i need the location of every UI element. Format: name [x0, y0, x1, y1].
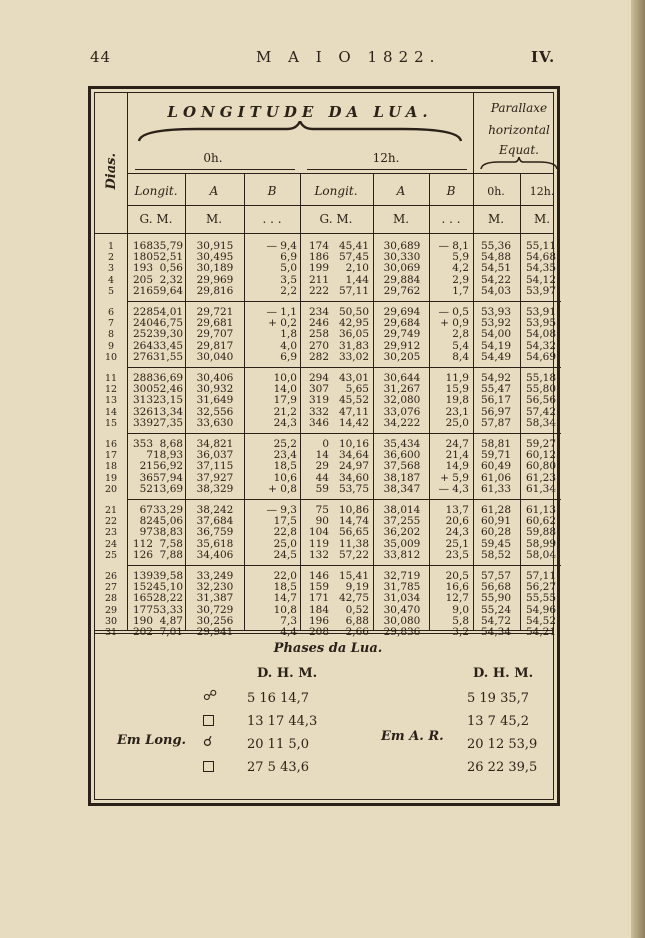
column-p12: 53,91 53,95 54,08 54,32 54,69 — [525, 306, 557, 363]
column-g12: 174 186 199 211 222 — [308, 240, 329, 297]
column-g12: 75 90 104 119 132 — [308, 504, 329, 561]
hour-12-label: 12h. — [372, 151, 400, 165]
column-m0: 54,01 46,75 39,30 33,45 31,55 — [153, 306, 184, 363]
longitude-title: LONGITUDE DA LUA. — [167, 103, 433, 121]
phase-long-3: 20 11 5,0 — [247, 737, 310, 752]
column-b12: 13,7 20,6 24,3 25,1 23,5 — [445, 504, 469, 561]
column-a0: 29,721 29,681 29,707 29,817 30,040 — [196, 306, 234, 363]
column-g0: 139 152 165 177 190 202 — [132, 570, 153, 639]
column-a12: 32,719 31,785 31,034 30,470 30,080 29,836 — [383, 570, 421, 639]
column-b12: 24,7 21,4 14,9 + 5,9 — 4,3 — [438, 438, 469, 495]
column-g12: 294 307 319 332 346 — [308, 372, 329, 429]
ephemeris-table — [88, 86, 560, 806]
longitude-brace — [137, 121, 463, 145]
parallax-0-header: 0h. — [487, 185, 505, 198]
phase-ar-3: 20 12 53,9 — [467, 737, 538, 752]
column-b12: 11,9 15,9 19,8 23,1 25,0 — [445, 372, 469, 429]
column-g0: 288 300 313 326 339 — [132, 372, 153, 429]
column-b12: — 0,5 + 0,9 2,8 5,4 8,4 — [438, 306, 469, 363]
last-quarter-icon — [203, 761, 214, 772]
longit-0-header: Longit. — [134, 184, 178, 198]
column-g12: 0 14 29 44 59 — [315, 438, 329, 495]
phase-long-2: 13 17 44,3 — [247, 714, 318, 729]
column-g0: 228 240 252 264 276 — [132, 306, 153, 363]
hour-0-label: 0h. — [203, 151, 223, 165]
column-d: 21 22 23 24 25 — [104, 505, 118, 561]
phase-ar-2: 13 7 45,2 — [467, 714, 530, 729]
column-p0: 58,81 59,71 60,49 61,06 61,33 — [480, 438, 512, 495]
m-0-unit: M. — [205, 212, 223, 226]
m-p0-unit: M. — [487, 212, 505, 226]
column-m0: 8,68 18,93 56,92 57,94 13,69 — [153, 438, 184, 495]
column-m0: 35,79 52,51 0,56 2,32 59,64 — [153, 240, 184, 297]
column-a0: 38,242 37,684 36,759 35,618 34,406 — [196, 504, 234, 561]
phases-ar-header: D. H. M. — [473, 666, 534, 681]
column-p12: 61,13 60,62 59,88 58,99 58,04 — [525, 504, 557, 561]
table-body — [95, 240, 561, 639]
signature-mark: IV. — [531, 48, 556, 66]
days-label: Dias. — [104, 153, 119, 190]
phases-long-header: D. H. M. — [257, 666, 318, 681]
column-p0: 55,36 54,88 54,51 54,22 54,03 — [480, 240, 512, 297]
column-b0: 22,0 18,5 14,7 10,8 7,3 4,4 — [273, 570, 297, 639]
phases-title: Phases da Lua. — [273, 641, 383, 656]
column-b0: — 9,3 17,5 22,8 25,0 24,5 — [266, 504, 297, 561]
parallax-title-2: horizontal — [488, 123, 550, 137]
group-rule — [127, 367, 561, 368]
phase-ar-4: 26 22 39,5 — [467, 760, 538, 775]
b-0-header: B — [267, 184, 277, 198]
column-b12: — 8,1 5,9 4,2 2,9 1,7 — [438, 240, 469, 297]
column-d: 6 7 8 9 10 — [104, 307, 118, 363]
column-b0: 25,2 23,4 18,5 10,6 + 0,8 — [268, 438, 297, 495]
a-0-header: A — [209, 184, 219, 198]
column-a0: 30,406 30,932 31,649 32,556 33,630 — [196, 372, 234, 429]
group-rule — [127, 499, 561, 500]
column-g12: 146 159 171 184 196 208 — [308, 570, 329, 639]
column-p0: 61,28 60,91 60,28 59,45 58,52 — [480, 504, 512, 561]
column-d: 1 2 3 4 5 — [107, 241, 115, 297]
b-12-header: B — [446, 184, 456, 198]
group-rule — [127, 301, 561, 302]
column-m12: 45,41 57,45 2,10 1,44 57,11 — [338, 240, 369, 297]
dots-12-unit: . . . — [441, 212, 461, 226]
column-p0: 53,93 53,92 54,00 54,19 54,49 — [480, 306, 512, 363]
em-long-label: Em Long. — [117, 733, 187, 748]
m-p12-unit: M. — [533, 212, 551, 226]
em-ar-label: Em A. R. — [381, 729, 444, 744]
column-p12: 55,18 55,80 56,56 57,42 58,34 — [525, 372, 557, 429]
column-a0: 33,249 32,230 31,387 30,729 30,256 29,941 — [196, 570, 234, 639]
column-g0: 353 7 21 36 52 — [132, 438, 153, 495]
column-b0: — 9,4 6,9 5,0 3,5 2,2 — [266, 240, 297, 297]
parallax-brace — [479, 157, 559, 171]
a-12-header: A — [396, 184, 406, 198]
group-rule — [127, 565, 561, 566]
column-a12: 29,694 29,684 29,749 29,912 30,205 — [383, 306, 421, 363]
column-d: 26 27 28 29 30 31 — [104, 571, 118, 639]
column-d: 16 17 18 19 20 — [104, 439, 118, 495]
column-d: 11 12 13 14 15 — [104, 373, 118, 429]
column-b0: 10,0 14,0 17,9 21,2 24,3 — [273, 372, 297, 429]
column-g0: 168 180 193 205 216 — [132, 240, 153, 297]
column-m12: 10,86 14,74 56,65 11,38 57,22 — [338, 504, 369, 561]
parallax-title-1: Parallaxe — [490, 101, 548, 115]
column-p12: 57,11 56,27 55,55 54,96 54,52 54,21 — [525, 570, 557, 639]
column-a0: 30,915 30,495 30,189 29,969 29,816 — [196, 240, 234, 297]
gm-0-unit: G. M. — [139, 212, 173, 226]
page-gutter — [631, 0, 645, 938]
column-m12: 15,41 9,19 42,75 0,52 6,88 2,66 — [338, 570, 369, 639]
column-p0: 54,92 55,47 56,17 56,97 57,87 — [480, 372, 512, 429]
column-m0: 39,58 45,10 28,22 53,33 4,87 7,01 — [153, 570, 184, 639]
table-inner-border — [94, 92, 557, 800]
phase-ar-1: 5 19 35,7 — [467, 691, 530, 706]
first-quarter-icon — [203, 715, 214, 726]
gm-12-unit: G. M. — [319, 212, 353, 226]
phase-long-4: 27 5 43,6 — [247, 760, 310, 775]
column-m12: 50,50 42,95 36,05 31,83 33,02 — [338, 306, 369, 363]
column-a12: 38,014 37,255 36,202 35,009 33,812 — [383, 504, 421, 561]
parallax-title-3: Equat. — [499, 143, 539, 157]
column-m0: 33,29 45,06 38,83 7,58 7,88 — [153, 504, 184, 561]
m-12-unit: M. — [392, 212, 410, 226]
column-m0: 36,69 52,46 23,15 13,34 27,35 — [153, 372, 184, 429]
month-title: M A I O 1822. — [256, 48, 441, 66]
phase-long-1: 5 16 14,7 — [247, 691, 310, 706]
column-g0: 67 82 97 112 126 — [132, 504, 153, 561]
parallax-12-header: 12h. — [529, 185, 555, 198]
column-a0: 34,821 36,037 37,115 37,927 38,329 — [196, 438, 234, 495]
full-moon-icon: ☍ — [203, 688, 218, 704]
dots-0-unit: . . . — [262, 212, 282, 226]
column-a12: 35,434 36,600 37,568 38,187 38,347 — [383, 438, 421, 495]
column-a12: 30,644 31,267 32,080 33,076 34,222 — [383, 372, 421, 429]
column-a12: 30,689 30,330 30,069 29,884 29,762 — [383, 240, 421, 297]
new-moon-icon: ☌ — [203, 734, 213, 750]
column-p12: 55,11 54,68 54,35 54,12 53,97 — [525, 240, 557, 297]
column-b12: 20,5 16,6 12,7 9,0 5,8 3,2 — [445, 570, 469, 639]
page-number: 44 — [90, 48, 112, 66]
column-m12: 10,16 34,64 24,97 34,60 53,75 — [338, 438, 369, 495]
column-p0: 57,57 56,68 55,90 55,24 54,72 54,34 — [480, 570, 512, 639]
column-p12: 59,27 60,12 60,80 61,23 61,34 — [525, 438, 557, 495]
group-rule — [127, 433, 561, 434]
longit-12-header: Longit. — [314, 184, 358, 198]
column-g12: 234 246 258 270 282 — [308, 306, 329, 363]
column-m12: 43,01 5,65 45,52 47,11 14,42 — [338, 372, 369, 429]
column-b0: — 1,1 + 0,2 1,8 4,0 6,9 — [266, 306, 297, 363]
